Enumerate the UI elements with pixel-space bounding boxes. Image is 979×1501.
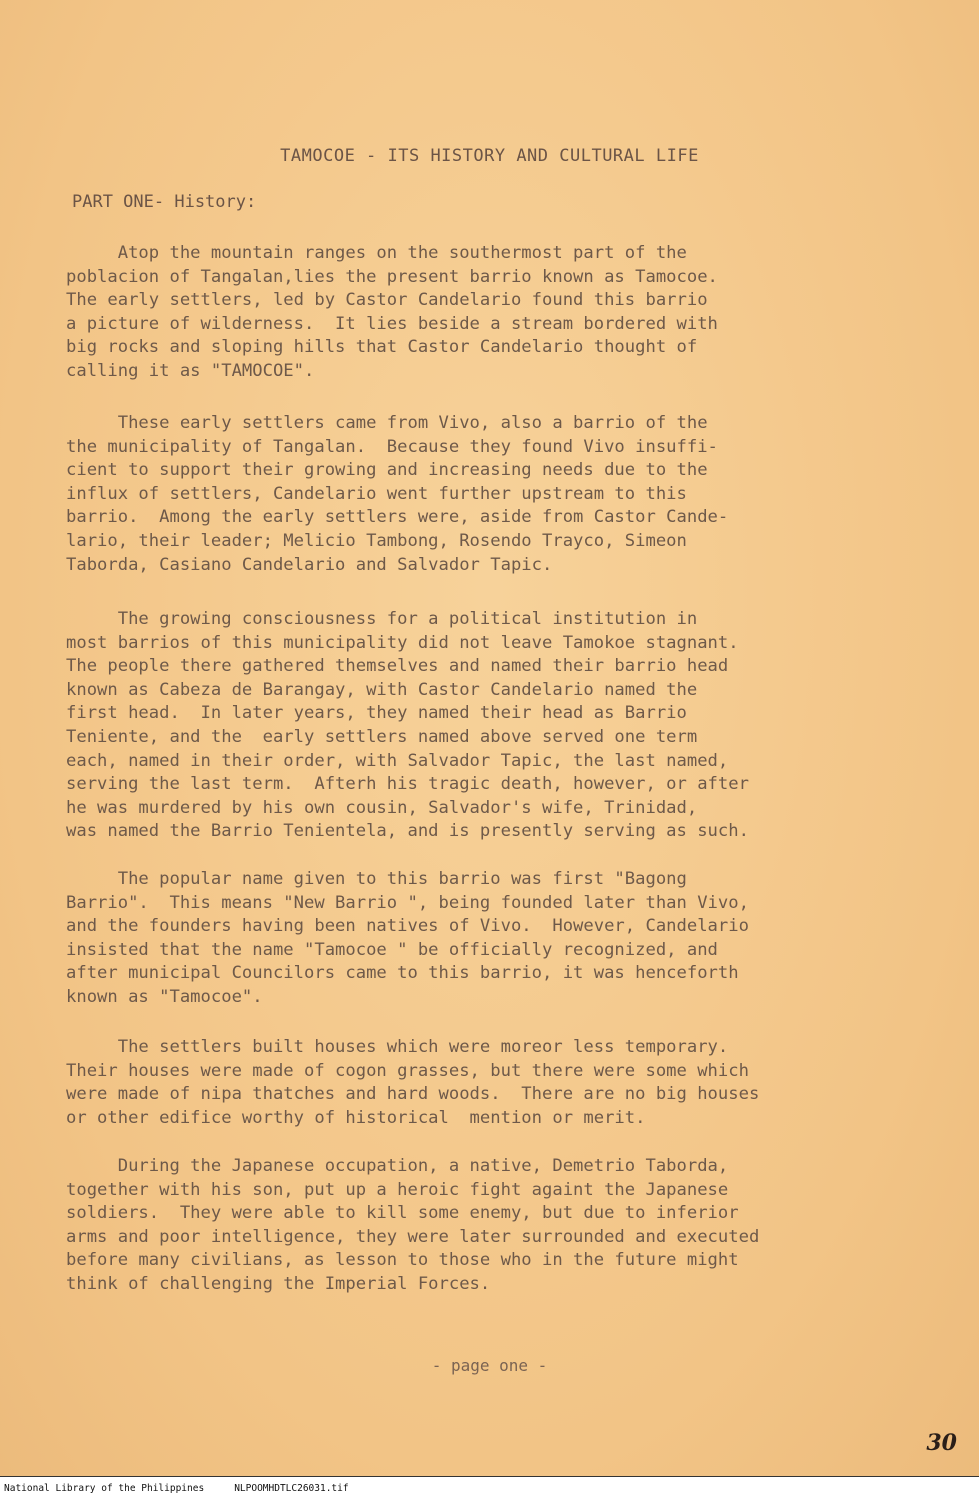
text-line: he was murdered by his own cousin, Salvador's wife, Trinidad, xyxy=(66,797,698,818)
text-line: Barrio". This means "New Barrio ", being founded later than Vivo, xyxy=(66,892,749,913)
text-line: were made of nipa thatches and hard woods. There are no big houses xyxy=(66,1084,760,1105)
text-line: barrio. Among the early settlers were, aside from Castor Cande- xyxy=(66,507,729,528)
text-line: The early settlers, led by Castor Candelario found this barrio xyxy=(66,290,708,311)
text-line: soldiers. They were able to kill some enemy, but due to inferior xyxy=(66,1203,739,1224)
text-line: a picture of wilderness. It lies beside a stream bordered with xyxy=(66,313,718,334)
section-heading: PART ONE- History: xyxy=(72,192,257,212)
text-line: each, named in their order, with Salvador Tapic, the last named, xyxy=(66,750,729,771)
text-line: influx of settlers, Candelario went further upstream to this xyxy=(66,483,687,504)
text-line: The people there gathered themselves and named their barrio head xyxy=(66,656,729,677)
text-line: was named the Barrio Tenientela, and is presently serving as such. xyxy=(66,821,749,842)
text-line: the municipality of Tangalan. Because they found Vivo insuffi- xyxy=(66,436,718,457)
text-line: arms and poor intelligence, they were later surrounded and executed xyxy=(66,1226,760,1247)
text-line: or other edifice worthy of historical mention or merit. xyxy=(66,1107,646,1128)
paragraph xyxy=(66,1155,866,1297)
text-line: before many civilians, as lesson to those who in the future might xyxy=(66,1250,739,1271)
paragraph xyxy=(66,608,866,844)
text-line: During the Japanese occupation, a native, Demetrio Taborda, xyxy=(66,1156,729,1176)
paragraph xyxy=(66,412,866,577)
text-line: big rocks and sloping hills that Castor Candelario thought of xyxy=(66,337,698,358)
text-line: calling it as "TAMOCOE". xyxy=(66,360,315,381)
text-line: after municipal Councilors came to this barrio, it was henceforth xyxy=(66,963,739,984)
archive-institution: National Library of the Philippines xyxy=(4,1483,205,1494)
text-line: and the founders having been natives of Vivo. However, Candelario xyxy=(66,916,749,937)
text-line: together with his son, put up a heroic fight againt the Japanese xyxy=(66,1179,729,1200)
document-title: TAMOCOE - ITS HISTORY AND CULTURAL LIFE xyxy=(280,146,699,166)
text-line: poblacion of Tangalan,lies the present barrio known as Tamocoe. xyxy=(66,266,718,287)
page-number-label: - page one - xyxy=(431,1356,548,1375)
text-line: serving the last term. Afterh his tragic death, however, or after xyxy=(66,774,749,795)
paragraph xyxy=(66,868,866,1010)
text-line: known as "Tamocoe". xyxy=(66,986,263,1007)
handwritten-page-stamp: 30 xyxy=(926,1430,957,1456)
text-line: insisted that the name "Tamocoe " be officially recognized, and xyxy=(66,939,718,960)
text-line: Atop the mountain ranges on the southermost part of the xyxy=(66,243,687,263)
text-line: Taborda, Casiano Candelario and Salvador Tapic. xyxy=(66,554,553,575)
text-line: cient to support their growing and increasing needs due to the xyxy=(66,460,708,481)
archive-filename: NLPOOMHDTLC26031.tif xyxy=(234,1483,349,1494)
text-line: known as Cabeza de Barangay, with Castor Candelario named the xyxy=(66,679,698,700)
text-line: Teniente, and the early settlers named above served one term xyxy=(66,726,698,747)
text-line: Their houses were made of cogon grasses, but there were some which xyxy=(66,1060,749,1081)
text-line: The settlers built houses which were moreor less temporary. xyxy=(66,1037,729,1057)
text-line: These early settlers came from Vivo, also a barrio of the xyxy=(66,413,708,433)
paragraph xyxy=(66,1036,866,1130)
text-line: lario, their leader; Melicio Tambong, Rosendo Trayco, Simeon xyxy=(66,530,687,551)
text-line: think of challenging the Imperial Forces. xyxy=(66,1273,491,1294)
text-line: first head. In later years, they named their head as Barrio xyxy=(66,703,687,724)
text-line: The popular name given to this barrio was first "Bagong xyxy=(66,869,687,889)
text-line: most barrios of this municipality did not leave Tamokoe stagnant. xyxy=(66,632,739,653)
paragraph xyxy=(66,242,866,384)
archive-footer xyxy=(0,1476,979,1501)
text-line: The growing consciousness for a political institution in xyxy=(66,609,698,629)
